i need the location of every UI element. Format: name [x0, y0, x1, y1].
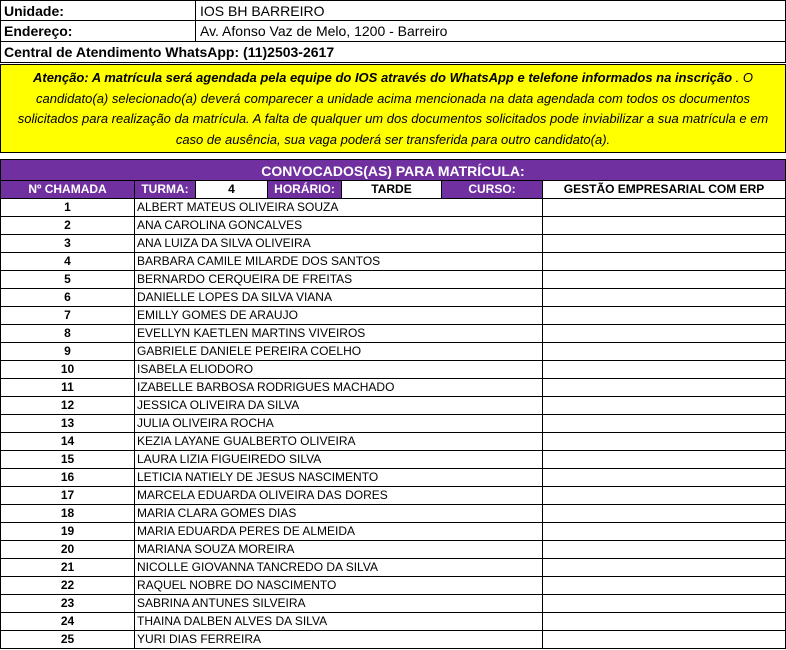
row-number: 19	[1, 523, 135, 540]
row-number: 6	[1, 289, 135, 306]
candidate-name: KEZIA LAYANE GUALBERTO OLIVEIRA	[135, 433, 543, 450]
candidate-name: EVELLYN KAETLEN MARTINS VIVEIROS	[135, 325, 543, 342]
table-row	[0, 487, 786, 505]
row-number: 22	[1, 577, 135, 594]
attention-notice	[0, 64, 786, 153]
table-row	[0, 289, 786, 307]
row-number: 24	[1, 613, 135, 630]
empty-cell	[543, 505, 785, 522]
empty-cell	[543, 541, 785, 558]
table-row	[0, 523, 786, 541]
empty-cell	[543, 361, 785, 378]
table-row	[0, 415, 786, 433]
empty-cell	[543, 559, 785, 576]
horario-label: HORÁRIO:	[268, 181, 342, 198]
candidate-name: GABRIELE DANIELE PEREIRA COELHO	[135, 343, 543, 360]
row-number: 17	[1, 487, 135, 504]
candidate-name: IZABELLE BARBOSA RODRIGUES MACHADO	[135, 379, 543, 396]
notice-bold-text: Atenção: A matrícula será agendada pela equipe do IOS através do WhatsApp e telefone informados na inscrição	[32, 70, 733, 85]
row-number: 18	[1, 505, 135, 522]
row-number: 12	[1, 397, 135, 414]
candidate-name: BERNARDO CERQUEIRA DE FREITAS	[135, 271, 543, 288]
empty-cell	[543, 397, 785, 414]
empty-cell	[543, 271, 785, 288]
row-number: 2	[1, 217, 135, 234]
candidate-name: ANA CAROLINA GONCALVES	[135, 217, 543, 234]
empty-cell	[543, 433, 785, 450]
unidade-row	[0, 0, 786, 21]
table-row	[0, 451, 786, 469]
row-number: 8	[1, 325, 135, 342]
candidate-name: JULIA OLIVEIRA ROCHA	[135, 415, 543, 432]
row-number: 23	[1, 595, 135, 612]
table-row	[0, 433, 786, 451]
row-number: 15	[1, 451, 135, 468]
candidate-name: ALBERT MATEUS OLIVEIRA SOUZA	[135, 199, 543, 216]
central-whatsapp: Central de Atendimento WhatsApp: (11)2503-2617	[4, 44, 335, 60]
row-number: 21	[1, 559, 135, 576]
row-number: 14	[1, 433, 135, 450]
table-row	[0, 613, 786, 631]
empty-cell	[543, 235, 785, 252]
candidate-name: MARIA CLARA GOMES DIAS	[135, 505, 543, 522]
row-number: 7	[1, 307, 135, 324]
row-number: 20	[1, 541, 135, 558]
candidate-name: THAINA DALBEN ALVES DA SILVA	[135, 613, 543, 630]
empty-cell	[543, 577, 785, 594]
candidate-name: NICOLLE GIOVANNA TANCREDO DA SILVA	[135, 559, 543, 576]
table-row	[0, 559, 786, 577]
endereco-row	[0, 21, 786, 42]
endereco-value: Av. Afonso Vaz de Melo, 1200 - Barreiro	[200, 23, 448, 39]
row-number: 11	[1, 379, 135, 396]
horario-value: TARDE	[342, 181, 442, 198]
convocation-table	[0, 159, 786, 649]
turma-value: 4	[196, 181, 268, 198]
candidate-name: YURI DIAS FERREIRA	[135, 631, 543, 648]
table-row	[0, 577, 786, 595]
table-row	[0, 379, 786, 397]
candidate-name: MARCELA EDUARDA OLIVEIRA DAS DORES	[135, 487, 543, 504]
table-row	[0, 469, 786, 487]
chamada-header: Nº CHAMADA	[1, 181, 135, 198]
empty-cell	[543, 253, 785, 270]
candidate-name: SABRINA ANTUNES SILVEIRA	[135, 595, 543, 612]
empty-cell	[543, 289, 785, 306]
candidate-name: MARIA EDUARDA PERES DE ALMEIDA	[135, 523, 543, 540]
empty-cell	[543, 469, 785, 486]
table-row	[0, 505, 786, 523]
table-row	[0, 595, 786, 613]
table-row	[0, 325, 786, 343]
candidate-name: RAQUEL NOBRE DO NASCIMENTO	[135, 577, 543, 594]
empty-cell	[543, 523, 785, 540]
table-row	[0, 631, 786, 649]
candidate-name: EMILLY GOMES DE ARAUJO	[135, 307, 543, 324]
convocation-header	[0, 181, 786, 199]
candidate-name: JESSICA OLIVEIRA DA SILVA	[135, 397, 543, 414]
empty-cell	[543, 631, 785, 648]
table-row	[0, 361, 786, 379]
notice-text: . O candidato(a) selecionado(a) deverá comparecer a unidade acima mencionada na data agendada com todos os documentos solicitados para realização da matrícula. A falta de qualquer um dos documentos solicitados pode inviabilizar a sua matrícula e em caso de ausência, sua vaga poderá ser transferida para outro candidato(a).	[17, 70, 769, 147]
row-number: 13	[1, 415, 135, 432]
empty-cell	[543, 217, 785, 234]
candidate-list	[0, 199, 786, 649]
empty-cell	[543, 613, 785, 630]
empty-cell	[543, 451, 785, 468]
empty-cell	[543, 325, 785, 342]
empty-cell	[543, 487, 785, 504]
row-number: 16	[1, 469, 135, 486]
empty-cell	[543, 343, 785, 360]
unit-info-table	[0, 0, 786, 63]
table-row	[0, 235, 786, 253]
curso-value: GESTÃO EMPRESARIAL COM ERP	[543, 181, 785, 198]
table-row	[0, 271, 786, 289]
table-row	[0, 343, 786, 361]
unidade-value: IOS BH BARREIRO	[200, 3, 325, 19]
candidate-name: DANIELLE LOPES DA SILVA VIANA	[135, 289, 543, 306]
candidate-name: LAURA LIZIA FIGUEIREDO SILVA	[135, 451, 543, 468]
table-row	[0, 253, 786, 271]
convocation-title: CONVOCADOS(AS) PARA MATRÍCULA:	[0, 159, 786, 181]
row-number: 9	[1, 343, 135, 360]
candidate-name: ISABELA ELIODORO	[135, 361, 543, 378]
row-number: 10	[1, 361, 135, 378]
row-number: 5	[1, 271, 135, 288]
central-row	[0, 42, 786, 63]
row-number: 3	[1, 235, 135, 252]
table-row	[0, 199, 786, 217]
table-row	[0, 217, 786, 235]
row-number: 1	[1, 199, 135, 216]
candidate-name: LETICIA NATIELY DE JESUS NASCIMENTO	[135, 469, 543, 486]
empty-cell	[543, 595, 785, 612]
turma-label: TURMA:	[135, 181, 196, 198]
table-row	[0, 541, 786, 559]
candidate-name: MARIANA SOUZA MOREIRA	[135, 541, 543, 558]
endereco-label: Endereço:	[1, 21, 196, 41]
curso-label: CURSO:	[442, 181, 543, 198]
empty-cell	[543, 307, 785, 324]
row-number: 25	[1, 631, 135, 648]
candidate-name: ANA LUIZA DA SILVA OLIVEIRA	[135, 235, 543, 252]
empty-cell	[543, 415, 785, 432]
unidade-label: Unidade:	[1, 1, 196, 20]
table-row	[0, 397, 786, 415]
table-row	[0, 307, 786, 325]
empty-cell	[543, 379, 785, 396]
row-number: 4	[1, 253, 135, 270]
candidate-name: BARBARA CAMILE MILARDE DOS SANTOS	[135, 253, 543, 270]
empty-cell	[543, 199, 785, 216]
